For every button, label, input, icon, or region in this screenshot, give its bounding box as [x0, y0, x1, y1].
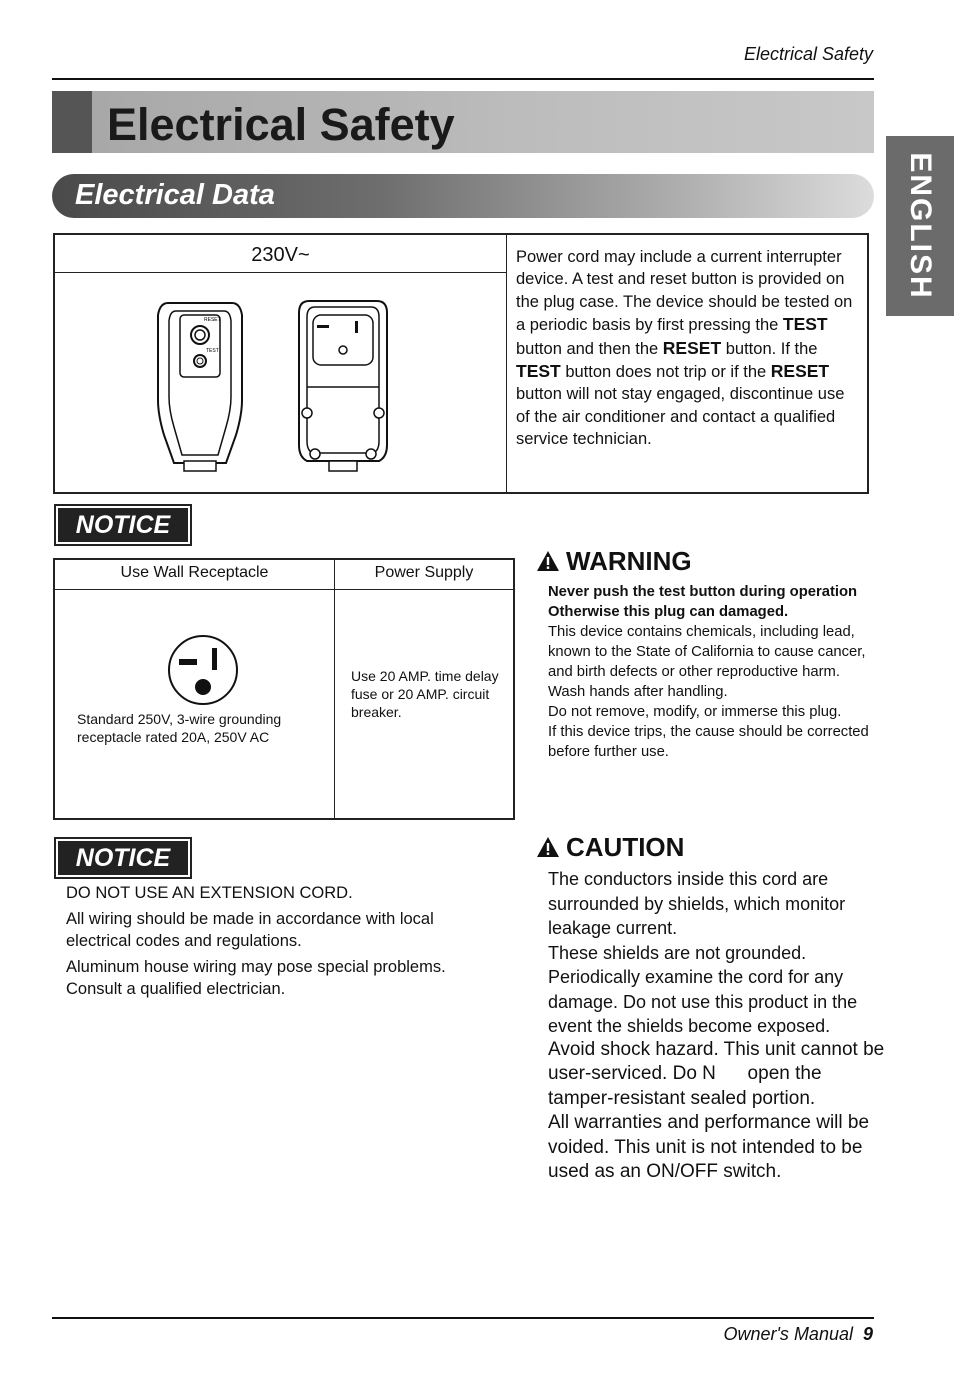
divider	[506, 235, 507, 492]
notice-badge: NOTICE	[58, 841, 188, 875]
divider	[55, 589, 513, 590]
column-header-receptacle: Use Wall Receptacle	[120, 564, 269, 581]
receptacle-description: Standard 250V, 3-wire grounding receptacle rated 20A, 250V AC	[77, 711, 282, 745]
title-bar-tab	[52, 91, 92, 153]
receptacle-icon	[167, 634, 239, 706]
warning-icon	[536, 550, 560, 572]
divider	[334, 560, 335, 818]
plug-reset-label: RESET	[204, 317, 221, 323]
voltage-label: 230V~	[251, 244, 310, 266]
page-footer	[723, 1324, 873, 1345]
notice-text: DO NOT USE AN EXTENSION CORD. All wiring should be made in accordance with local electrical codes and regulations. Aluminum house wiring may pose special problems. Consult a qualified electrician.	[66, 884, 446, 998]
page-title-bar	[52, 91, 874, 153]
warning-text: Never push the test button during operation Otherwise this plug can damaged. This device contains chemicals, including lead, known to the State of California to cause cancer, and birth defects or other reproductive harm. Wash hands after handling. Do not remove, modify, or immerse this plug. If this device trips, the cause should be corrected before further use.	[548, 584, 869, 760]
caution-icon	[536, 836, 560, 858]
receptacle-table	[53, 558, 515, 820]
language-tab-label: ENGLISH	[904, 152, 937, 300]
power-supply-description: Use 20 AMP. time delay fuse or 20 AMP. circuit breaker.	[351, 668, 499, 720]
section-title: Electrical Data	[75, 179, 275, 211]
bottom-rule	[52, 1317, 874, 1319]
page-number: 9	[862, 1324, 873, 1344]
running-header: Electrical Safety	[743, 44, 873, 64]
section-header	[52, 174, 874, 218]
caution-heading: CAUTION	[536, 832, 684, 863]
language-tab	[886, 136, 954, 316]
plug-info-box	[53, 233, 869, 494]
plug-front-illustration	[150, 295, 250, 477]
footer-label: Owner's Manual	[723, 1324, 853, 1344]
caution-text: The conductors inside this cord are surrounded by shields, which monitor leakage current. These shields are not grounded. Periodically examine the cord for any damage. Do not use this product in the event the shields become exposed.	[548, 869, 858, 1036]
page-title: Electrical Safety	[107, 99, 455, 150]
column-header-power: Power Supply	[374, 564, 474, 581]
plug-back-illustration	[293, 295, 393, 477]
warning-heading: WARNING	[536, 546, 692, 577]
caution-text-continued: Avoid shock hazard. This unit cannot be user-serviced. Do N open the tamper-resistant sealed portion. All warranties and performance will be voided. This unit is not intended to be used as an ON/OFF switch.	[548, 1039, 885, 1183]
plug-test-label: TEST	[206, 348, 219, 354]
top-rule	[52, 78, 874, 80]
divider	[55, 272, 506, 273]
plug-description: Power cord may include a current interrupter device. A test and reset button is provided on the plug case. The device should be tested on a periodic basis by first pressing the TEST button and then the RESET button. If the TEST button does not trip or if the RESET button will not stay engaged, discontinue use of the air conditioner and contact a qualified service technician.	[516, 248, 853, 449]
notice-badge: NOTICE	[58, 508, 188, 542]
